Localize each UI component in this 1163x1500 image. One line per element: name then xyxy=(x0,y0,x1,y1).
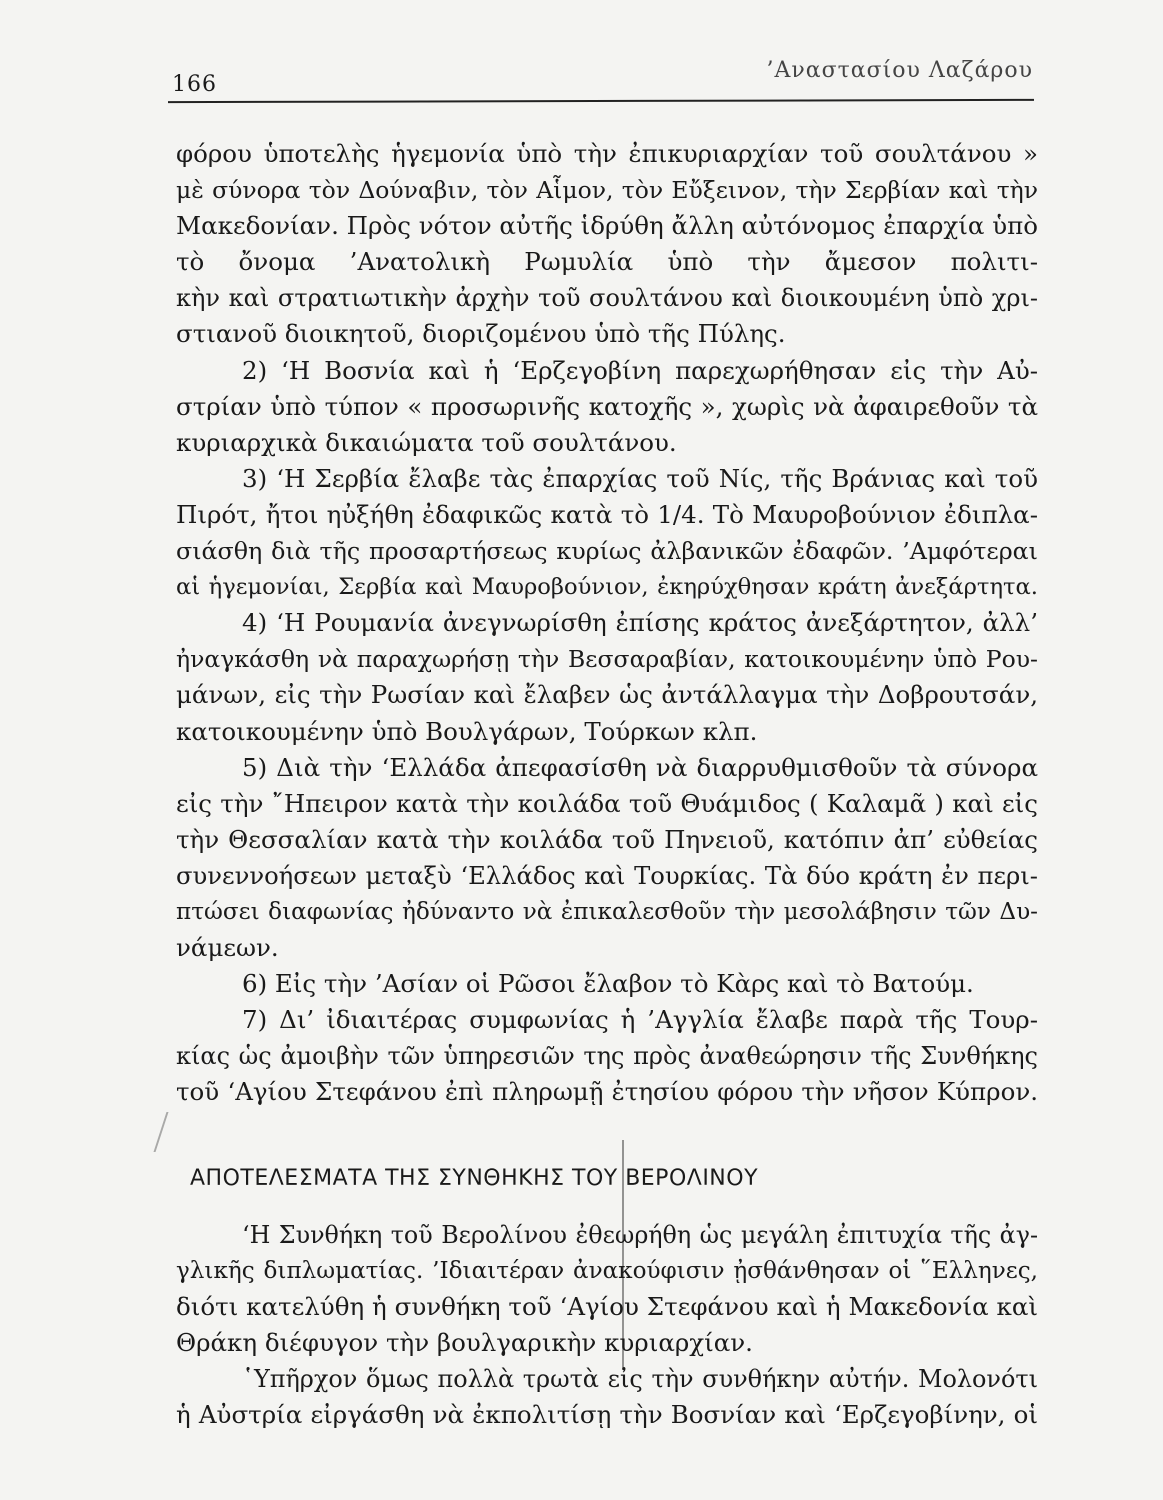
text-line: 3) ‘Η Σερβία ἔλαβε τὰς ἐπαρχίας τοῦ Νίς, τῆς Βράνιας καὶ τοῦ xyxy=(242,463,1038,493)
text-line: τοῦ ‘Αγίου Στεφάνου ἐπὶ πληρωμῇ ἐτησίου φόρου τὴν νῆσον Κύπρον. xyxy=(176,1077,1038,1107)
text-line: Πιρότ, ἤτοι ηὐξήθη ἐδαφικῶς κατὰ τὸ 1/4. Τὸ Μαυροβούνιον ἐδιπλα- xyxy=(176,499,1038,529)
section-heading: ΑΠΟΤΕΛΕΣΜΑΤΑ ΤΗΣ ΣΥΝΘΗΚΗΣ ΤΟΥ ΒΕΡΟΛΙΝΟΥ xyxy=(190,1165,759,1191)
header-rule xyxy=(168,99,1034,103)
text-line: κὴν καὶ στρατιωτικὴν ἀρχὴν τοῦ σουλτάνου καὶ διοικουμένη ὑπὸ χρι- xyxy=(176,284,1038,313)
text-line: Θράκη διέφυγον τὴν βουλγαρικὴν κυριαρχίαν. xyxy=(176,1327,753,1357)
text-line: στιανοῦ διοικητοῦ, διοριζομένου ὑπὸ τῆς Πύλης. xyxy=(176,319,786,349)
text-line: συνεννοήσεων μεταξὺ ‘Ελλάδος καὶ Τουρκίας. Τὰ δύο κράτη ἐν περι- xyxy=(176,860,1038,890)
section-spacer xyxy=(176,1111,1038,1155)
text-line: ‘Η Συνθήκη τοῦ Βερολίνου ἐθεωρήθη ὡς μεγάλη ἐπιτυχία τῆς ἀγ- xyxy=(242,1220,1038,1249)
text-line: πτώσει διαφωνίας ἠδύναντο νὰ ἐπικαλεσθοῦν τὴν μεσολάβησιν τῶν Δυ- xyxy=(176,898,1038,925)
text-line: αἱ ἡγεμονίαι, Σερβία καὶ Μαυροβούνιον, ἐκηρύχθησαν κράτη ἀνεξάρτητα. xyxy=(176,574,1038,601)
text-line: διότι κατελύθη ἡ συνθήκη τοῦ ‘Αγίου Στεφάνου καὶ ἡ Μακεδονία καὶ xyxy=(176,1291,1038,1321)
text-line: σιάσθη διὰ τῆς προσαρτήσεως κυρίως ἀλβανικῶν ἐδαφῶν. ’Αμφότεραι xyxy=(176,537,1038,566)
text-line: κίας ὡς ἀμοιβὴν τῶν ὑπηρεσιῶν της πρὸς ἀναθεώρησιν τῆς Συνθήκης xyxy=(176,1042,1038,1071)
text-line: στρίαν ὑπὸ τύπον « προσωρινῆς κατοχῆς », χωρὶς νὰ ἀφαιρεθοῦν τὰ xyxy=(176,391,1038,421)
text-line: φόρου ὑποτελὴς ἡγεμονία ὑπὸ τὴν ἐπικυριαρχίαν τοῦ σουλτάνου » xyxy=(176,139,1038,168)
text-line: μὲ σύνορα τὸν Δούναβιν, τὸν Αἷμον, τὸν Εὔξεινον, τὴν Σερβίαν καὶ τὴν xyxy=(176,176,1038,205)
text-line: 7) Δι’ ἰδιαιτέρας συμφωνίας ἡ ’Αγγλία ἔλαβε παρὰ τῆς Τουρ- xyxy=(242,1005,1038,1035)
text-line: 6) Εἰς τὴν ’Ασίαν οἱ Ρῶσοι ἔλαβον τὸ Κὰρς καὶ τὸ Βατούμ. xyxy=(242,969,974,999)
text-line: ἡ Αὐστρία εἰργάσθη νὰ ἐκπολιτίσῃ τὴν Βοσνίαν καὶ ‘Ερζεγοβίνην, οἱ xyxy=(176,1400,1038,1429)
running-head: ’Αναστασίου Λαζάρου xyxy=(766,58,1033,83)
text-line: γλικῆς διπλωματίας. ’Ιδιαιτέραν ἀνακούφισιν ᾐσθάνθησαν οἱ ῞Ελληνες, xyxy=(176,1257,1038,1284)
text-line: ἠναγκάσθη νὰ παραχωρήσῃ τὴν Βεσσαραβίαν, κατοικουμένην ὑπὸ Ρου- xyxy=(176,645,1038,674)
text-line: 2) ‘Η Βοσνία καὶ ἡ ‘Ερζεγοβίνη παρεχωρήθησαν εἰς τὴν Αὐ- xyxy=(242,355,1038,385)
body-text xyxy=(176,136,1038,1433)
text-line: 5) Διὰ τὴν ‘Ελλάδα ἀπεφασίσθη νὰ διαρρυθμισθοῦν τὰ σύνορα xyxy=(242,752,1038,782)
text-line: νάμεων. xyxy=(176,933,279,963)
text-line: κυριαρχικὰ δικαιώματα τοῦ σουλτάνου. xyxy=(176,427,677,457)
text-line: 4) ‘Η Ρουμανία ἀνεγνωρίσθη ἐπίσης κράτος ἀνεξάρτητον, ἀλλ’ xyxy=(242,608,1038,638)
heading-spacer xyxy=(176,1203,1038,1217)
text-line: μάνων, εἰς τὴν Ρωσίαν καὶ ἔλαβεν ὡς ἀντάλλαγμα τὴν Δοβρουτσάν, xyxy=(176,680,1038,710)
text-line: κατοικουμένην ὑπὸ Βουλγάρων, Τούρκων κλπ. xyxy=(176,716,758,746)
text-line: ῾Υπῆρχον ὅμως πολλὰ τρωτὰ εἰς τὴν συνθήκην αὐτήν. Μολονότι xyxy=(242,1364,1038,1393)
text-line: Μακεδονίαν. Πρὸς νότον αὐτῆς ἱδρύθη ἄλλη αὐτόνομος ἐπαρχία ὑπὸ xyxy=(176,211,1038,241)
text-line: τὸ ὄνομα ’Ανατολικὴ Ρωμυλία ὑπὸ τὴν ἄμεσον πολιτι- xyxy=(176,247,1038,277)
text-line: εἰς τὴν ῎Ηπειρον κατὰ τὴν κοιλάδα τοῦ Θυάμιδος ( Καλαμᾶ ) καὶ εἰς xyxy=(176,788,1038,818)
text-line: τὴν Θεσσαλίαν κατὰ τὴν κοιλάδα τοῦ Πηνειοῦ, κατόπιν ἀπ’ εὐθείας xyxy=(176,824,1038,854)
page-number: 166 xyxy=(172,72,217,97)
